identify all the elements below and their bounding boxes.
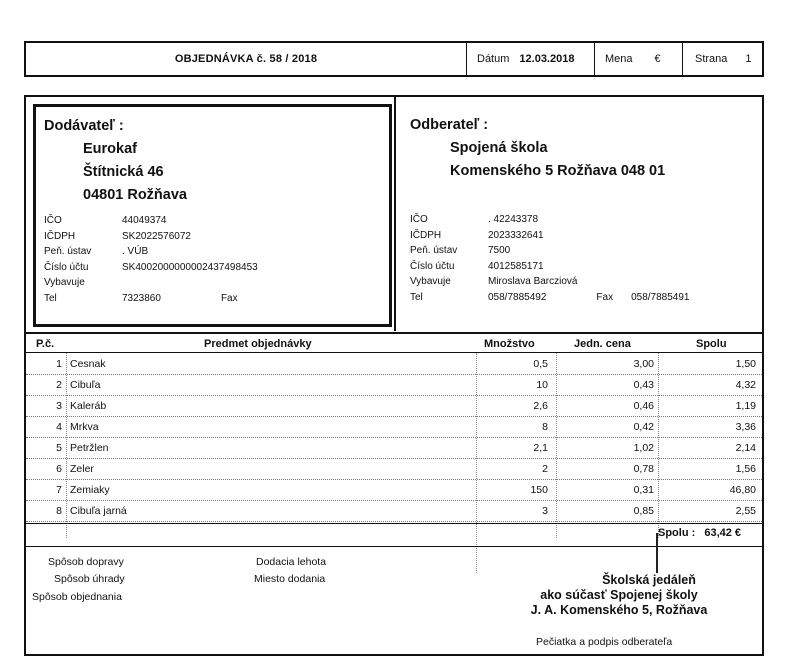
supplier-heading: Dodávateľ : (44, 118, 124, 134)
customer-field-bank: Peň. ústav 7500 (410, 245, 511, 256)
supplier-field-tel: Tel 7323860 Fax (44, 291, 384, 307)
date-cell (466, 43, 594, 75)
table-bottom-divider (26, 523, 762, 524)
supplier-field-account: Číslo účtu SK4002000000002437498453 (44, 261, 258, 273)
col-header-num: P.č. (36, 338, 55, 350)
transport-label: Spôsob dopravy (48, 556, 124, 568)
date-label: Dátum (477, 53, 510, 65)
delivery-time-label: Dodacia lehota (256, 556, 327, 568)
supplier-name-line: Eurokaf (83, 141, 137, 157)
order-total (658, 527, 741, 539)
col-header-qty: Množstvo (484, 338, 535, 350)
party-divider (394, 97, 396, 331)
table-row: 4 Mrkva 8 0,42 3,36 (26, 417, 762, 438)
currency-value: € (654, 53, 661, 65)
order-body (24, 95, 764, 656)
supplier-field-contact: Vybavuje (44, 277, 85, 288)
supplier-field-bank: Peň. ústav . VÚB (44, 246, 149, 257)
customer-field-ico: IČO . 42243378 (410, 214, 539, 225)
customer-field-icdph: IČDPH 2023332641 (410, 229, 544, 241)
table-row: 7 Zemiaky 150 0,31 46,80 (26, 480, 762, 501)
col-header-name: Predmet objednávky (204, 338, 312, 350)
signature-stroke (656, 533, 658, 573)
total-label: Spolu : (658, 527, 696, 539)
delivery-place-label: Miesto dodania (254, 573, 326, 585)
currency-cell (594, 43, 682, 75)
supplier-field-icdph: IČDPH SK2022576072 (44, 230, 191, 242)
table-top-divider (26, 332, 762, 334)
page-cell (682, 43, 764, 75)
customer-heading: Odberateľ : (410, 117, 489, 133)
page-label: Strana (695, 53, 728, 65)
customer-field-tel: Tel 058/7885492 Fax 058/7885491 (410, 290, 755, 306)
date-value: 12.03.2018 (519, 53, 575, 65)
order-method-label: Spôsob objednania (32, 591, 122, 603)
total-value: 63,42 € (704, 527, 742, 539)
table-row: 5 Petržlen 2,1 1,02 2,14 (26, 438, 762, 459)
customer-field-account: Číslo účtu 4012585171 (410, 260, 544, 272)
currency-label: Mena (605, 53, 633, 65)
col-header-total: Spolu (696, 338, 727, 350)
supplier-address-line: Štítnická 46 (83, 164, 164, 180)
table-row: 3 Kaleráb 2,6 0,46 1,19 (26, 396, 762, 417)
supplier-fields (44, 213, 384, 306)
supplier-box (33, 104, 392, 327)
col-header-price: Jedn. cena (574, 338, 631, 350)
signature-label: Pečiatka a podpis odberateľa (536, 636, 673, 648)
page-value: 1 (745, 53, 752, 65)
supplier-name (83, 138, 187, 207)
customer-name (450, 137, 665, 183)
order-header (24, 41, 764, 77)
customer-fields (410, 212, 755, 305)
customer-field-contact: Vybavuje Miroslava Barcziová (410, 276, 578, 287)
school-stamp: Školská jedáleň ako súčasť Spojenej školy J. A. Komenského 5, Rožňava (530, 573, 708, 617)
order-title: OBJEDNÁVKA č. 58 / 2018 (174, 53, 318, 65)
payment-label: Spôsob úhrady (54, 573, 125, 585)
table-row: 2 Cibuľa 10 0,43 4,32 (26, 375, 762, 396)
supplier-field-ico: IČO 44049374 (44, 215, 167, 226)
customer-fax-label: Fax (596, 291, 614, 303)
supplier-city-line: 04801 Rožňava (83, 187, 187, 203)
customer-name-line: Spojená škola (450, 140, 548, 156)
total-divider (26, 546, 762, 547)
supplier-fax-label: Fax (220, 292, 238, 304)
table-row: 1 Cesnak 0,5 3,00 1,50 (26, 354, 762, 375)
customer-address-line: Komenského 5 Rožňava 048 01 (450, 163, 666, 179)
table-row: 8 Cibuľa jarná 3 0,85 2,55 (26, 501, 762, 522)
header-underline (26, 352, 762, 353)
table-row: 6 Zeler 2 0,78 1,56 (26, 459, 762, 480)
